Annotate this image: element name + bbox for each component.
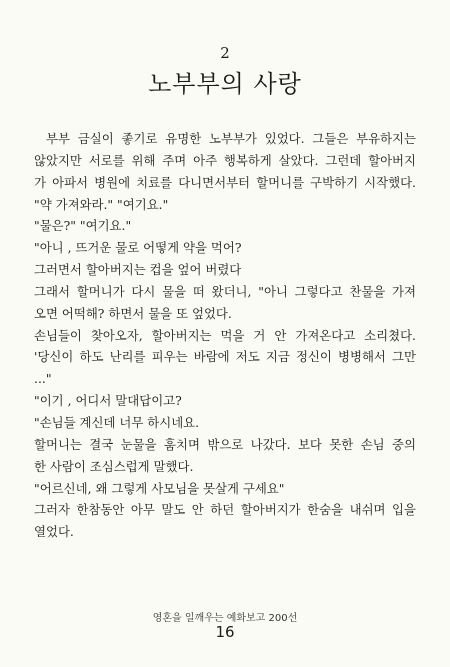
text-line: "이기 , 어디서 말대답이고? bbox=[34, 393, 182, 409]
text-line: 가 아파서 병원에 치료를 다니면서부터 할머니를 구박하기 시작했다. bbox=[34, 174, 416, 190]
text-line: 그러면서 할아버지는 컵을 엎어 버렸다 bbox=[34, 262, 242, 278]
text-line: 열었다. bbox=[34, 524, 74, 540]
text-line: 않았지만 서로를 위해 주며 아주 행복하게 살았다. 그런데 할아버지 bbox=[34, 152, 416, 168]
text-line: ..." bbox=[34, 371, 52, 387]
chapter-number: 2 bbox=[220, 44, 230, 62]
text-line: 손님들이 찾아오자, 할아버지는 먹을 거 안 가져온다고 소리쳤다. bbox=[34, 327, 416, 343]
text-line: 오면 어떡해? 하면서 물을 또 엎었다. bbox=[34, 305, 232, 321]
text-line: '당신이 하도 난리를 피우는 바람에 저도 지금 정신이 병병해서 그만 bbox=[34, 349, 416, 365]
text-line: 그래서 할머니가 다시 물을 떠 왔더니, "아니 그렇다고 찬물을 가져 bbox=[34, 283, 416, 299]
text-line: "약 가져와라." "여기요." bbox=[34, 196, 169, 212]
text-line: 부부 금실이 좋기로 유명한 노부부가 있었다. 그들은 부유하지는 bbox=[46, 131, 416, 146]
story-body bbox=[34, 128, 416, 543]
running-footer-title: 영혼을 일깨우는 예화보고 200선 bbox=[152, 613, 298, 624]
text-line: 할머니는 결국 눈물을 훔치며 밖으로 나갔다. 보다 못한 손님 중의 bbox=[34, 436, 416, 452]
text-line: "손님들 계신데 너무 하시네요. bbox=[34, 414, 200, 430]
page-number: 16 bbox=[215, 623, 235, 641]
text-line: 한 사람이 조심스럽게 말했다. bbox=[34, 458, 194, 474]
text-line: "어르신네, 왜 그렇게 사모님을 못살게 구세요" bbox=[34, 480, 285, 496]
text-line: "물은?" "여기요." bbox=[34, 218, 132, 234]
chapter-title: 노부부의 사랑 bbox=[148, 70, 302, 98]
text-line: 그러자 한참동안 아무 말도 안 하던 할아버지가 한숨을 내쉬며 입을 bbox=[34, 502, 416, 518]
text-line: "아니 , 뜨거운 물로 어떻게 약을 먹어? bbox=[34, 240, 242, 256]
